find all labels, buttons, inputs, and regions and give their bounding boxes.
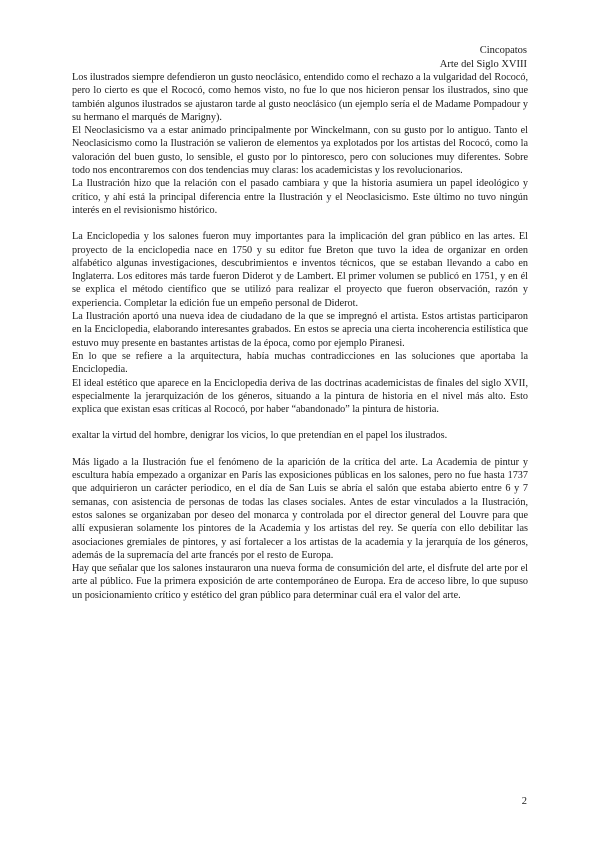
paragraph: Hay que señalar que los salones instauraron una nueva forma de consumición del arte, el disfrute del arte por el arte al público. Fue la primera exposición de arte contemporáneo de Europa. Era de acceso libre, lo que supuso un posicionamiento crítico y estético del gran público para determinar cuál era el valor del arte.	[72, 563, 528, 601]
paragraph: El Neoclasicismo va a estar animado principalmente por Winckelmann, con su gusto por lo antiguo. Tanto el Neoclasicismo como la Ilustración se valieron de elementos ya explotados por los artistas del Rococó, como la valoración del buen gusto, lo sensible, el gusto por lo pintoresco, pero con soluciones muy diferentes. Sobre todo nos encontraremos con dos tendencias muy claras: los academicistas y los revolucionarios.	[72, 125, 528, 177]
paragraph: exaltar la virtud del hombre, denigrar los vicios, lo que pretendían en el papel los ilustrados.	[72, 430, 448, 442]
paragraph: La Ilustración hizo que la relación con el pasado cambiara y que la historia asumiera un papel ideológico y crítico, y ahí está la principal diferencia entre la Ilustración y el Neoclasicismo. Este último no tuvo ningún interés en el revisionismo histórico.	[72, 178, 528, 216]
header-author: Cincopatos	[479, 45, 527, 56]
page-header	[440, 44, 527, 72]
paragraph: Más ligado a la Ilustración fue el fenómeno de la aparición de la crítica del arte. La Academia de pintur y escultura había empezado a organizar en París las exposiciones públicas en los salones, pero no fue hasta 1737 que adquirieron un carácter periodico, en el día de San Luis se abría el salón que estaba abierto entre 6 y 7 semanas, con asistencia de personas de todas las clases sociales. Antes de estar vinculados a la Ilustración, estos salones se organizaban por deseo del monarca y controlada por el director general del Louvre para que allí expusieran solamente los pintores de la Academia y los artistas del rey. Se quería con ello debilitar las asociaciones gremiales de pintores, y así fortalecer a los artistas de la academia y la jerarquía de los géneros, además de la supremacía del arte francés por el resto de Europa.	[72, 456, 528, 561]
page-number: 2	[521, 796, 527, 807]
body-text	[72, 71, 528, 602]
paragraph: La Ilustración aportó una nueva idea de ciudadano de la que se impregnó el artista. Estos artistas participaron en la Enciclopedia, elaborando interesantes grabados. En estos se aprecia una cierta incoherencia estilística que estuvo muy presente en bastantes artistas de la época, como por ejemplo Piranesi.	[72, 311, 528, 349]
paragraph: La Enciclopedia y los salones fueron muy importantes para la implicación del gran público en las artes. El proyecto de la enciclopedia nace en 1750 y su editor fue Breton que tuvo la idea de organizar en orden alfabético algunas investigaciones, descubrimientos e inventos técnicos, que se estaban llevando a cabo en Inglaterra. Los editores más tarde fueron Diderot y de Lambert. El primer volumen se publicó en 1751, y en él se explica el método científico que se utilizó para realizar el proyecto que fueron observación, razón y experiencia. Completar la edición fue un empeño personal de Diderot.	[72, 231, 528, 309]
header-subject: Arte del Siglo XVIII	[439, 59, 527, 70]
paragraph: En lo que se refiere a la arquitectura, había muchas contradicciones en las soluciones que aportaba la Enciclopedia.	[72, 350, 528, 376]
paragraph: Los ilustrados siempre defendieron un gusto neoclásico, entendido como el rechazo a la vulgaridad del Rococó, pero lo cierto es que el Rococó, como hemos visto, no fue lo que nos hicieron pensar los ilustrados, sino que también algunos ilustrados se ajustaron tarde al gusto neoclásico (un ejemplo sería el de Madame Pompadour y su hermano el marqués de Marigny).	[72, 72, 528, 123]
paragraph: El ideal estético que aparece en la Enciclopedia deriva de las doctrinas academicistas de finales del siglo XVII, especialmente la jerarquización de los géneros, situando a la pintura de historia en el nivel más alto. Esto explica que existan esas críticas al Rococó, por haber “abandonado” la pintura de historia.	[72, 377, 528, 416]
